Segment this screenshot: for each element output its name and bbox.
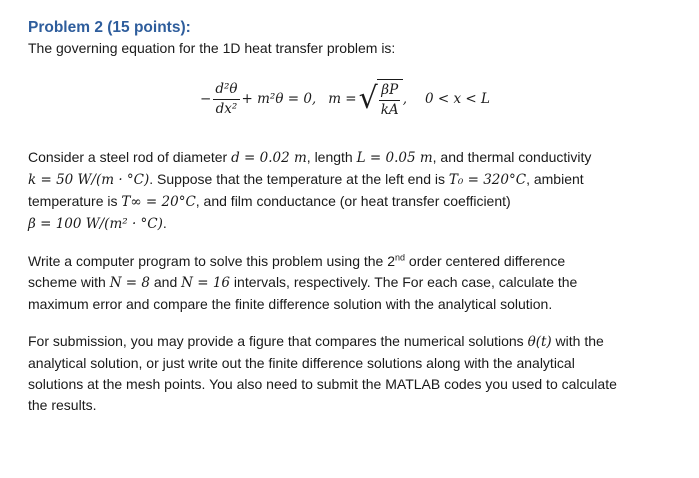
p3-text-2: with the (551, 333, 604, 349)
p1-text-6: temperature is (28, 193, 122, 209)
second-derivative-fraction (213, 81, 239, 118)
p2-text-5: intervals, respectively. The For each case, calculate the (230, 274, 578, 290)
length-value: L = 0.05 m (356, 150, 433, 166)
paragraph-parameters (28, 147, 678, 235)
governing-equation (28, 71, 678, 127)
n16-value: N = 16 (181, 275, 231, 291)
p2-text-3: scheme with (28, 274, 110, 290)
p2-text-1: Write a computer program to solve this problem using the 2 (28, 253, 396, 269)
p3-text-3: analytical solution, or just write out the finite difference solutions along with the analytical (28, 355, 575, 371)
conductivity-value: k = 50 W/(m · °C) (28, 172, 150, 188)
p1-text-2: , length (306, 149, 357, 165)
sqrt-denominator: kA (380, 102, 399, 118)
n8-value: N = 8 (109, 275, 150, 291)
p2-text-6: maximum error and compare the finite difference solution with the analytical solution. (28, 296, 553, 312)
p1-text-8: . (162, 215, 167, 231)
sqrt-numerator: βP (379, 82, 400, 101)
p1-text-4: . Suppose that the temperature at the left end is (149, 171, 449, 187)
theta-symbol: θ(t) (527, 334, 552, 350)
p3-text-4: solutions at the mesh points. You also need to submit the MATLAB codes you used to calculate (28, 376, 617, 392)
document-page (28, 18, 678, 416)
paragraph-task (28, 251, 678, 315)
square-root (359, 79, 403, 119)
p2-text-4: and (150, 274, 182, 290)
deriv-numerator: d²θ (213, 81, 239, 100)
paragraph-submission (28, 331, 678, 416)
p2-text-2: order centered difference (405, 253, 566, 269)
diameter-value: d = 0.02 m (231, 150, 307, 166)
p1-text-3: , and thermal conductivity (432, 149, 592, 165)
deriv-denominator: dx² (215, 100, 238, 117)
ambient-temperature-value: T∞ = 20°C (121, 194, 196, 210)
beta-value: β = 100 W/(m² · °C) (28, 216, 163, 232)
problem-intro: The governing equation for the 1D heat transfer problem is: (28, 40, 396, 56)
eq-domain: 0 < x < L (424, 91, 490, 107)
eq-middle-term: + m²θ = 0, (241, 91, 317, 107)
m-definition-label: m = (328, 91, 357, 107)
ordinal-superscript: nd (395, 252, 406, 263)
left-temperature-value: T₀ = 320°C (448, 172, 527, 188)
eq-minus: − (200, 91, 212, 107)
p1-text-5: , ambient (526, 171, 584, 187)
p1-text-7: , and film conductance (or heat transfer coefficient) (195, 193, 511, 209)
radical-sign-icon: √ (358, 81, 378, 116)
p3-text-5: the results. (28, 397, 97, 413)
sqrt-fraction (379, 82, 401, 119)
p3-text-1: For submission, you may provide a figure that compares the numerical solutions (28, 333, 528, 349)
eq-comma: , (402, 91, 407, 107)
p1-text-1: Consider a steel rod of diameter (28, 149, 232, 165)
problem-title: Problem 2 (15 points): (28, 19, 191, 36)
